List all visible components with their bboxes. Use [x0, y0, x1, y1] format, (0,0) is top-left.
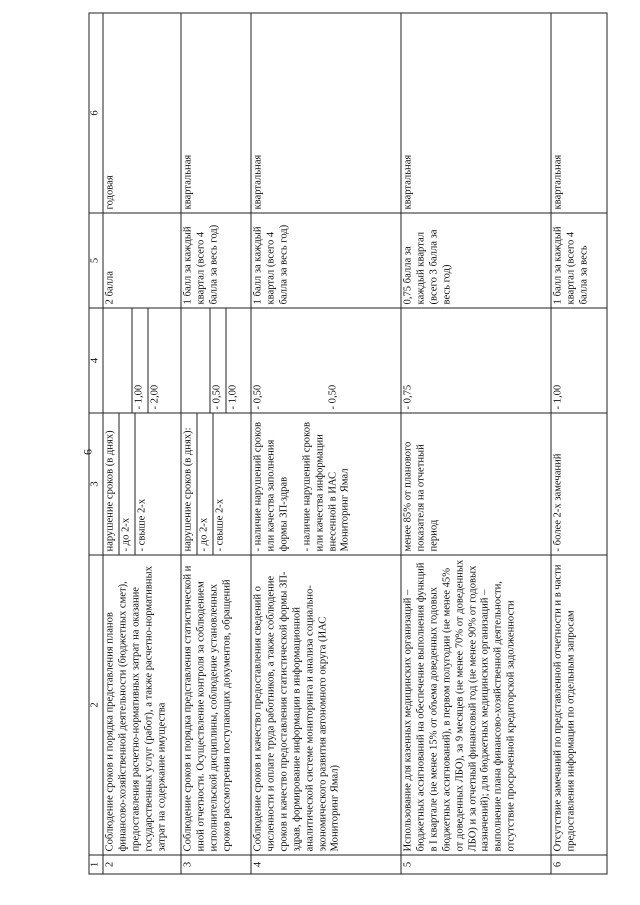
header-cell: 5 — [89, 213, 103, 308]
table-row — [551, 13, 607, 874]
row-max-score: 0,75 балла за каждый квартал (всего 3 балла за весь год) — [401, 213, 551, 308]
row-points — [103, 308, 181, 413]
row-description: Отсутствие замечаний по представленной отчетности и в части предоставления информации по отдельным запросам — [551, 555, 607, 855]
points-item: - 0,50 — [252, 384, 264, 410]
row-max-score: 1 балл за каждый квартал (всего 4 балла за весь год) — [181, 213, 251, 308]
points-item: - 1,00 — [225, 309, 241, 413]
points-item: - 2,00 — [147, 309, 163, 413]
row-points: - 0,75 — [401, 308, 551, 413]
criteria-item: - до 2-х — [118, 414, 134, 555]
header-cell: 6 — [89, 13, 103, 213]
table-row — [103, 13, 181, 874]
header-cell: 3 — [89, 413, 103, 555]
header-row — [89, 13, 103, 874]
row-max-score: 1 балл за каждый квартал (всего 4 балла за весь год) — [251, 213, 401, 308]
row-number: 5 — [401, 855, 551, 874]
criteria-item: нарушение сроков (в днях): — [182, 427, 194, 552]
page-number: 6 — [80, 449, 95, 455]
row-period: квартальная — [551, 13, 607, 213]
row-points — [181, 308, 251, 413]
criteria-item: - наличие нарушений сроков или качества информации внесенной в ИАС Мониторинг Ямал — [301, 422, 351, 552]
row-description: Использование для казенных медицинских организаций – бюджетных ассигнований на обеспечение выполнения функций в I квартале (не менее 15% от объема доведенных годовых бюджетных ассигнований), в первом полугодии (не менее 45% от доведенных ЛБО), за 9 месяцев (не менее 70% от доведенных ЛБО) и за отчетный финансовый год (не менее 90% от годовых назначений); для бюджетных медицинских организаций – выполнение плана финансово-хозяйственной деятельности, отсутствие просроченной кредиторской задолженности — [401, 555, 551, 855]
points-item: - 0,50 — [209, 309, 225, 413]
header-cell: 1 — [89, 855, 103, 874]
row-period: квартальная — [251, 13, 401, 213]
table-row — [181, 13, 251, 874]
points-item: - 0,50 — [327, 384, 339, 410]
row-number: 2 — [103, 855, 181, 874]
row-criteria: менее 85% от планового показателя на отчетный период — [401, 413, 551, 555]
row-number: 6 — [551, 855, 607, 874]
row-criteria: - более 2-х замечаний — [551, 413, 607, 555]
criteria-table — [89, 13, 608, 875]
criteria-item: - до 2-х — [196, 414, 212, 555]
row-description: Соблюдение сроков и качество предоставления сведений о численности и оплате труда работников, а также соблюдение сроков и качество предоставления статистической формы ЗП-здрав, формирование информации в информационной аналитической системе мониторинга и анализа социально-экономического развития автономного округа (ИАС Мониторинг Ямал) — [251, 555, 401, 855]
row-criteria — [251, 413, 401, 555]
criteria-item: - наличие нарушений сроков или качества заполнения формы ЗП-здрав — [252, 422, 290, 552]
points-item — [103, 309, 131, 413]
row-number: 3 — [181, 855, 251, 874]
criteria-item: - свыше 2-х — [212, 414, 228, 555]
criteria-item: - свыше 2-х — [134, 414, 150, 555]
row-points — [251, 308, 401, 413]
row-criteria — [103, 413, 181, 555]
row-period: квартальная — [401, 13, 551, 213]
row-description: Соблюдение сроков и порядка представления статистической и иной отчетности. Осуществление контроля за соблюдением исполнительской дисциплины, соблюдение установленных сроков рассмотрения поступающих документов, обращений — [181, 555, 251, 855]
row-criteria — [181, 413, 251, 555]
row-max-score: 1 балл за каждый квартал (всего 4 балла за весь — [551, 213, 607, 308]
rotated-page — [21, 25, 621, 880]
row-period: квартальная — [181, 13, 251, 213]
points-item: - 1,00 — [131, 309, 147, 413]
row-max-score: 2 балла — [103, 213, 181, 308]
row-period: годовая — [103, 13, 181, 213]
points-item — [181, 309, 209, 413]
row-points: - 1,00 — [551, 308, 607, 413]
table-row — [401, 13, 551, 874]
header-cell: 2 — [89, 555, 103, 855]
criteria-item: нарушение сроков (в днях) — [104, 430, 116, 552]
header-cell: 4 — [89, 308, 103, 413]
row-description: Соблюдение сроков и порядка представления планов финансово-хозяйственной деятельности (бюджетных смет), предоставления расчетно-нормативных затрат на оказание государственных услуг (работ), а также расчетно-нормативных затрат на содержание имущества — [103, 555, 181, 855]
row-number: 4 — [251, 855, 401, 874]
table-row — [251, 13, 401, 874]
